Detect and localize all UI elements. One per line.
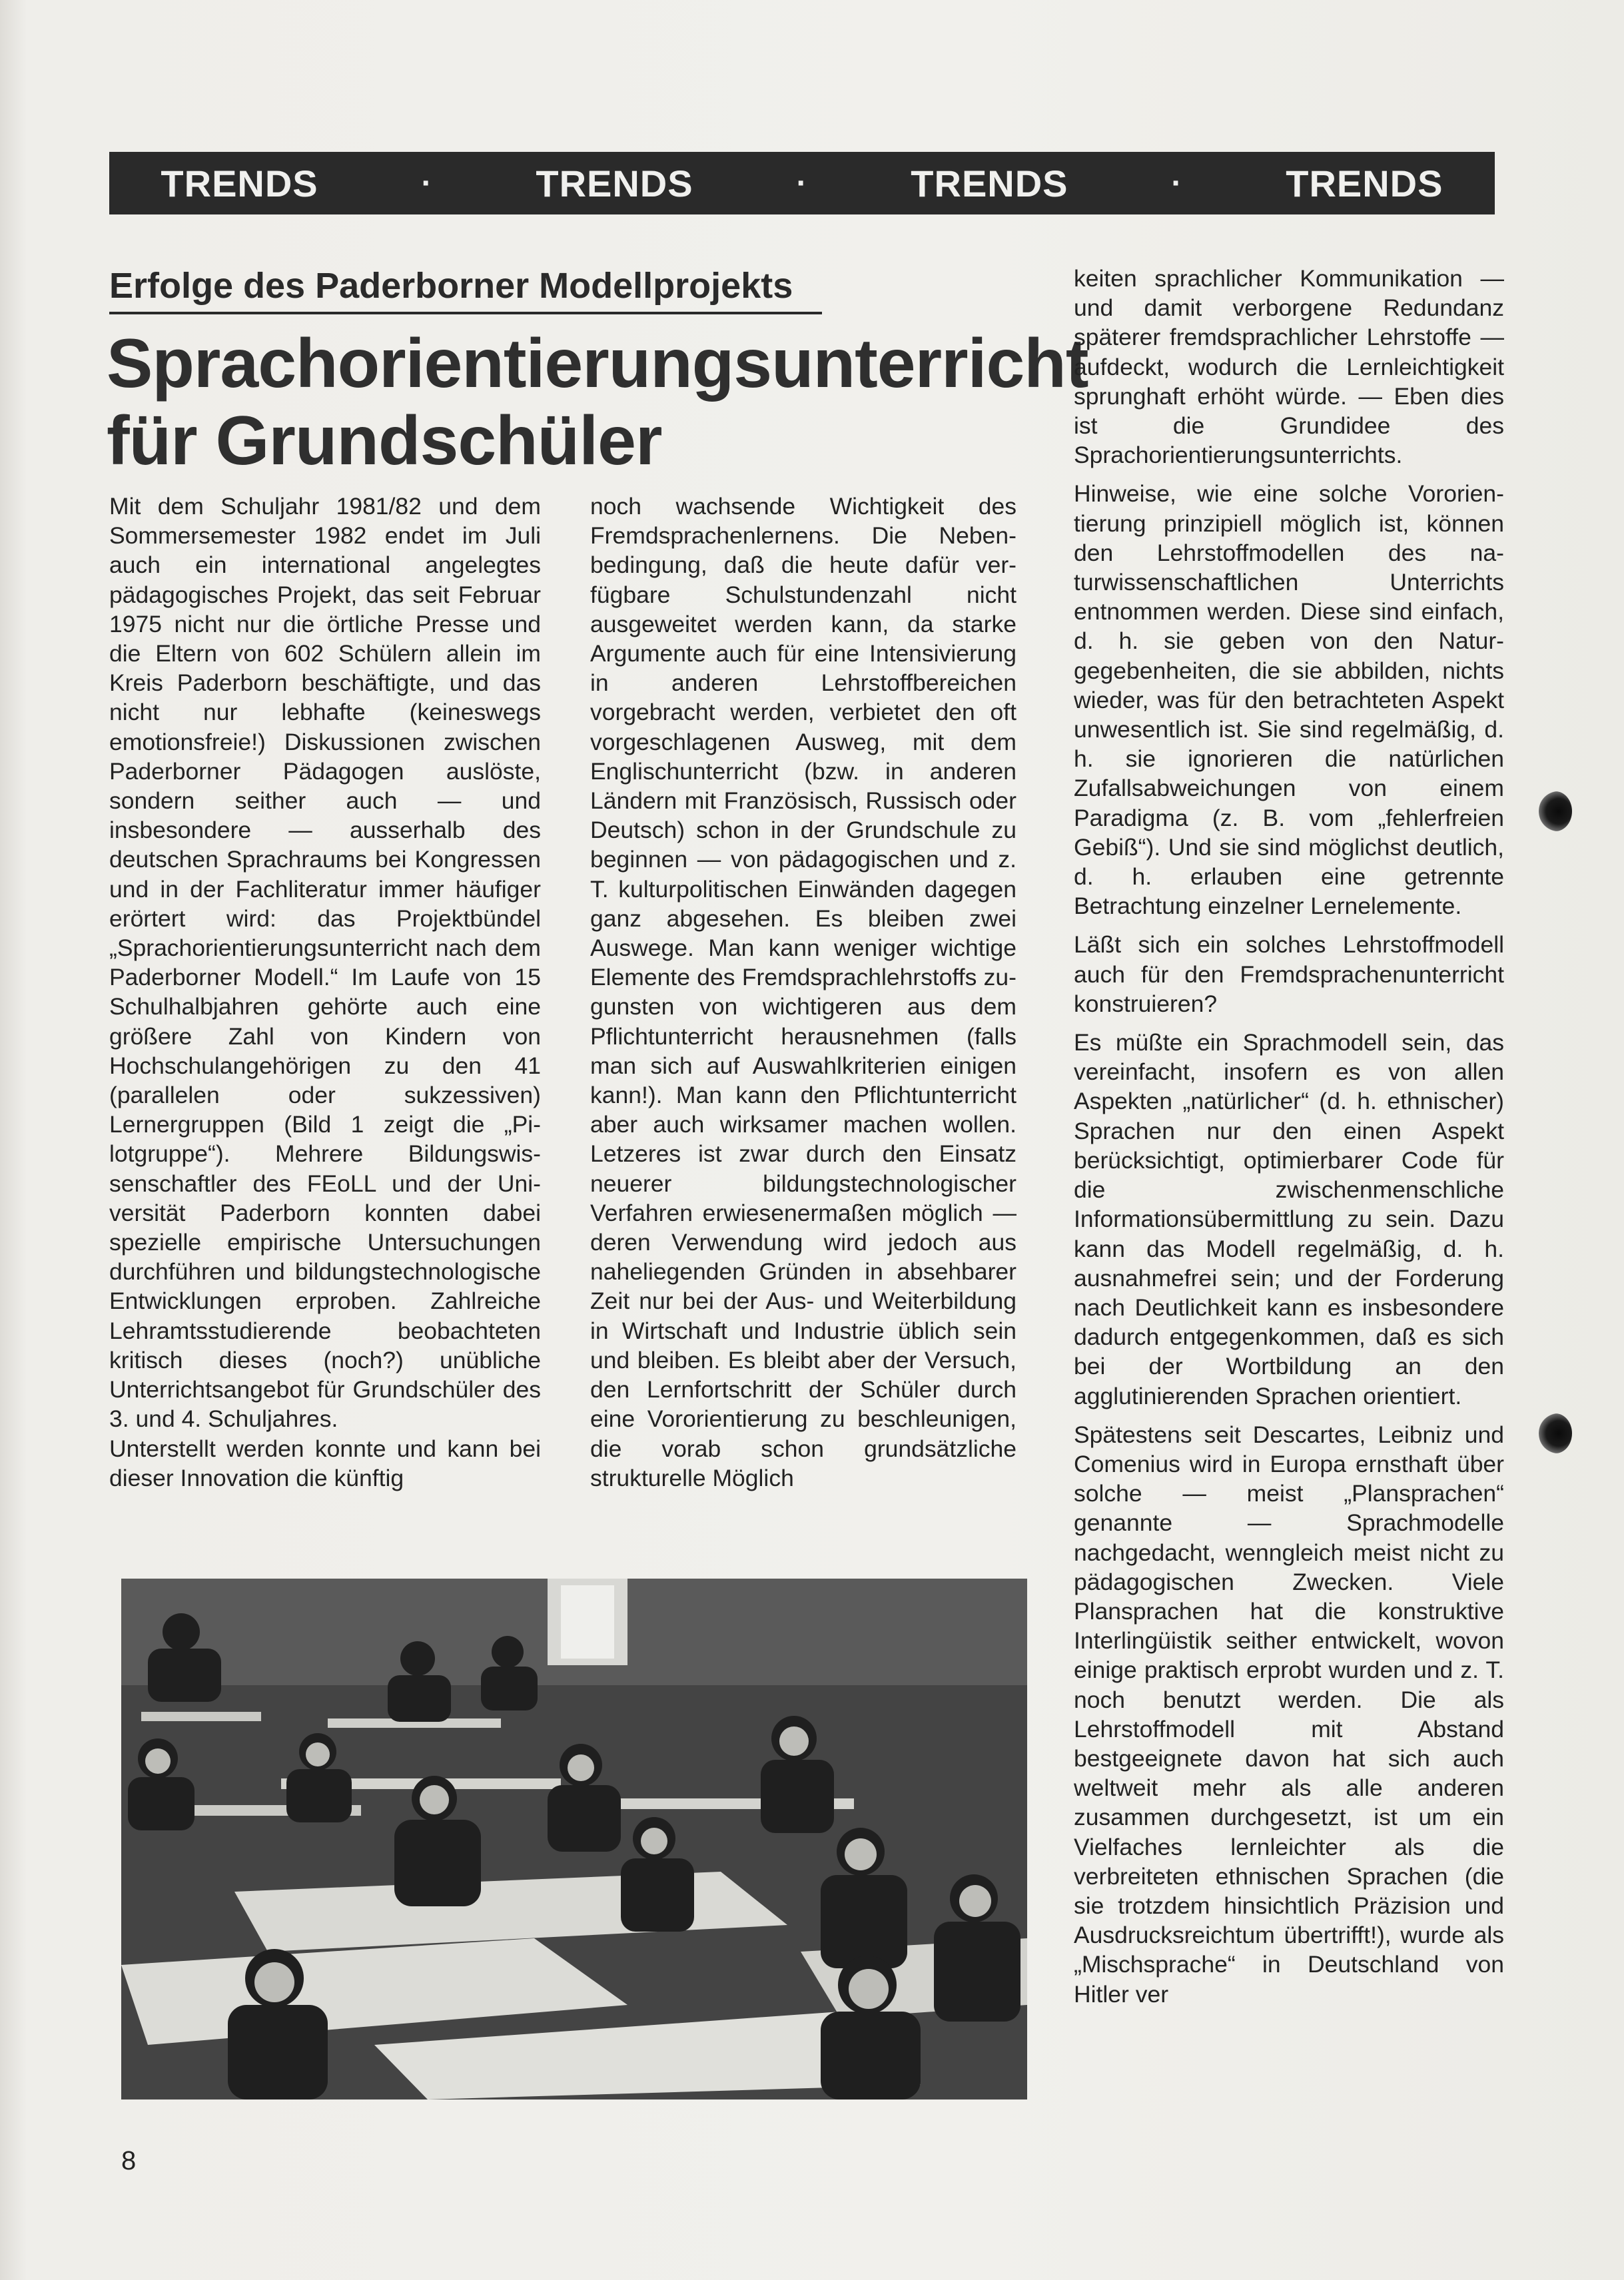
paragraph: keiten sprachlicher Kommunikation — und damit verborgene Redundanz späterer fremdsprachlicher Lehrstoffe — aufdeckt, wodurch die Lernleichtigkeit sprunghaft erhöht würde. — Eben dies ist die Grundidee des Sprachorientierungsunterrichts. [1074, 265, 1504, 469]
article-overline: Erfolge des Paderborner Modellprojekts [109, 265, 822, 314]
paragraph: Unterstellt werden konnte und kann bei dieser Innovation die künftig [109, 1435, 541, 1491]
paragraph: Läßt sich ein solches Lehrstoffmodell auch für den Fremdsprachenunterricht konstruieren? [1074, 931, 1504, 1017]
article-title [107, 325, 1088, 480]
classroom-photo-illustration [121, 1579, 1027, 2099]
banner-label: TRENDS [1286, 162, 1443, 204]
banner-label: TRENDS [161, 162, 318, 204]
binder-hole [1539, 791, 1572, 831]
banner-label: TRENDS [536, 162, 693, 204]
classroom-photo [121, 1579, 1027, 2099]
binder-hole [1539, 1413, 1572, 1453]
section-banner [109, 152, 1495, 214]
banner-separator: · [796, 165, 808, 201]
paragraph: Spätestens seit Descartes, Leibniz und Comenius wird in Europa ernsthaft über solche — meist „Plansprachen“ genannte — Sprachmodelle nachgedacht, wenngleich meist nicht zu pädagogischen Zwecken. Viele Plansprachen hat die konstruktive Interlingüistik seither entwickelt, wovon einige praktisch erprobt wurden und z. T. noch benutzt werden. Die als Lehrstoffmodell mit Abstand bestgeeignete davon hat sich auch weltweit mehr als alle anderen zusammen durchgesetzt, ist um ein Vielfaches lernleichter als die verbreiteten ethnischen Sprachen (die sie trotzdem hinsichtlich Präzision und Ausdrucksreichtum übertrifft!), wurde als „Mischsprache“ in Deutschland von Hitler ver [1074, 1421, 1504, 2008]
text-column-2 [590, 492, 1016, 1493]
text-column-1 [109, 492, 541, 1493]
paragraph: Hinweise, wie eine solche Vororientierung prinzipiell möglich ist, können den Lehrstoffmodellen des naturwissenschaftlichen Unterrichts entnommen werden. Diese sind einfach, d. h. sie geben von den Naturgegebenheiten, die sie abbilden, nichts wieder, was für den betrachteten Aspekt unwesentlich ist. Sie sind regelmäßig, d. h. sie ignorieren die natürlichen Zufallsabweichungen von einem Paradigma (z. B. vom „fehlerfreien Gebiß“). Und sie sind möglichst deutlich, d. h. erlauben eine getrennte Betrachtung einzelner Lernelemente. [1074, 480, 1504, 920]
banner-label: TRENDS [911, 162, 1068, 204]
title-line: für Grundschüler [107, 402, 662, 480]
page-number: 8 [121, 2146, 137, 2175]
banner-separator: · [421, 165, 433, 201]
paragraph: noch wachsende Wichtigkeit des Fremdsprachenlernens. Die Nebenbedingung, daß die heute dafür verfügbare Schulstundenzahl nicht ausgeweitet werden kann, da starke Argumente auch für eine Intensivierung in anderen Lehrstoffbereichen vorgebracht werden, verbietet den oft vorgeschlagenen Ausweg, mit dem Englischunterricht (bzw. in anderen Ländern mit Französisch, Russisch oder Deutsch) schon in der Grundschule zu beginnen — von pädagogischen und z. T. kulturpolitischen Einwänden dagegen ganz abgesehen. Es bleiben zwei Auswege. Man kann weniger wichtige Elemente des Fremdsprachlehrstoffs zugunsten von wichtigeren aus dem Pflichtunterricht herausnehmen (falls man sich auf Auswahlkriterien einigen kann!). Man kann den Pflichtunterricht aber auch wirksamer machen wollen. Letzeres ist zwar durch den Einsatz neuerer bildungstechnologischer Verfahren erwiesenermaßen möglich — deren Verwendung wird jedoch aus naheliegenden Gründen in absehbarer Zeit nur bei der Aus- und Weiterbildung in Wirtschaft und Industrie üblich sein und bleiben. Es bleibt aber der Versuch, den Lernfortschritt der Schüler durch eine Vororientierung zu beschleunigen, die vorab schon grundsätzliche strukturelle Möglich [590, 493, 1016, 1491]
paragraph: Mit dem Schuljahr 1981/82 und dem Sommersemester 1982 endet im Juli auch ein international angelegtes pädagogisches Projekt, das seit Februar 1975 nicht nur die örtliche Presse und die Eltern von 602 Schülern allein im Kreis Paderborn beschäftigte, und das nicht nur lebhafte (keineswegs emotionsfreie!) Diskussionen zwischen Paderborner Pädagogen auslöste, sondern seither auch — und insbesondere — ausserhalb des deutschen Sprachraums bei Kongressen und in der Fachliteratur immer häufiger erörtert wird: das Projektbündel „Sprachorientierungsunterricht nach dem Paderborner Modell.“ Im Laufe von 15 Schulhalbjahren gehörte auch eine größere Zahl von Kindern von Hochschulangehörigen zu den 41 (parallelen oder sukzessiven) Lernergruppen (Bild 1 zeigt die „Pilotgruppe“). Mehrere Bildungswissenschaftler des FEoLL und der Universität Paderborn konnten dabei spezielle empirische Untersuchungen durchführen und bildungstechnologische Entwicklungen erproben. Zahlreiche Lehramtsstudierende beobachteten kritisch dieses (noch?) unübliche Unterrichtsangebot für Grundschüler des 3. und 4. Schuljahres. [109, 493, 541, 1433]
text-column-3 [1074, 264, 1504, 2009]
banner-separator: · [1171, 165, 1183, 201]
paragraph: Es müßte ein Sprachmodell sein, das vereinfacht, insofern es von allen Aspekten „natürlicher“ (d. h. ethnischer) Sprachen nur den einen Aspekt berücksichtigt, optimierbarer Code für die zwischenmenschliche Informationsübermittlung zu sein. Dazu kann das Modell regelmäßig, d. h. ausnahmefrei sein; und der Forderung nach Deutlichkeit kann es insbesondere dadurch entgegenkommen, daß es sich bei der Wortbildung an den agglutinierenden Sprachen orientiert. [1074, 1029, 1504, 1409]
title-line: Sprachorientierungsunterricht [107, 325, 1088, 402]
